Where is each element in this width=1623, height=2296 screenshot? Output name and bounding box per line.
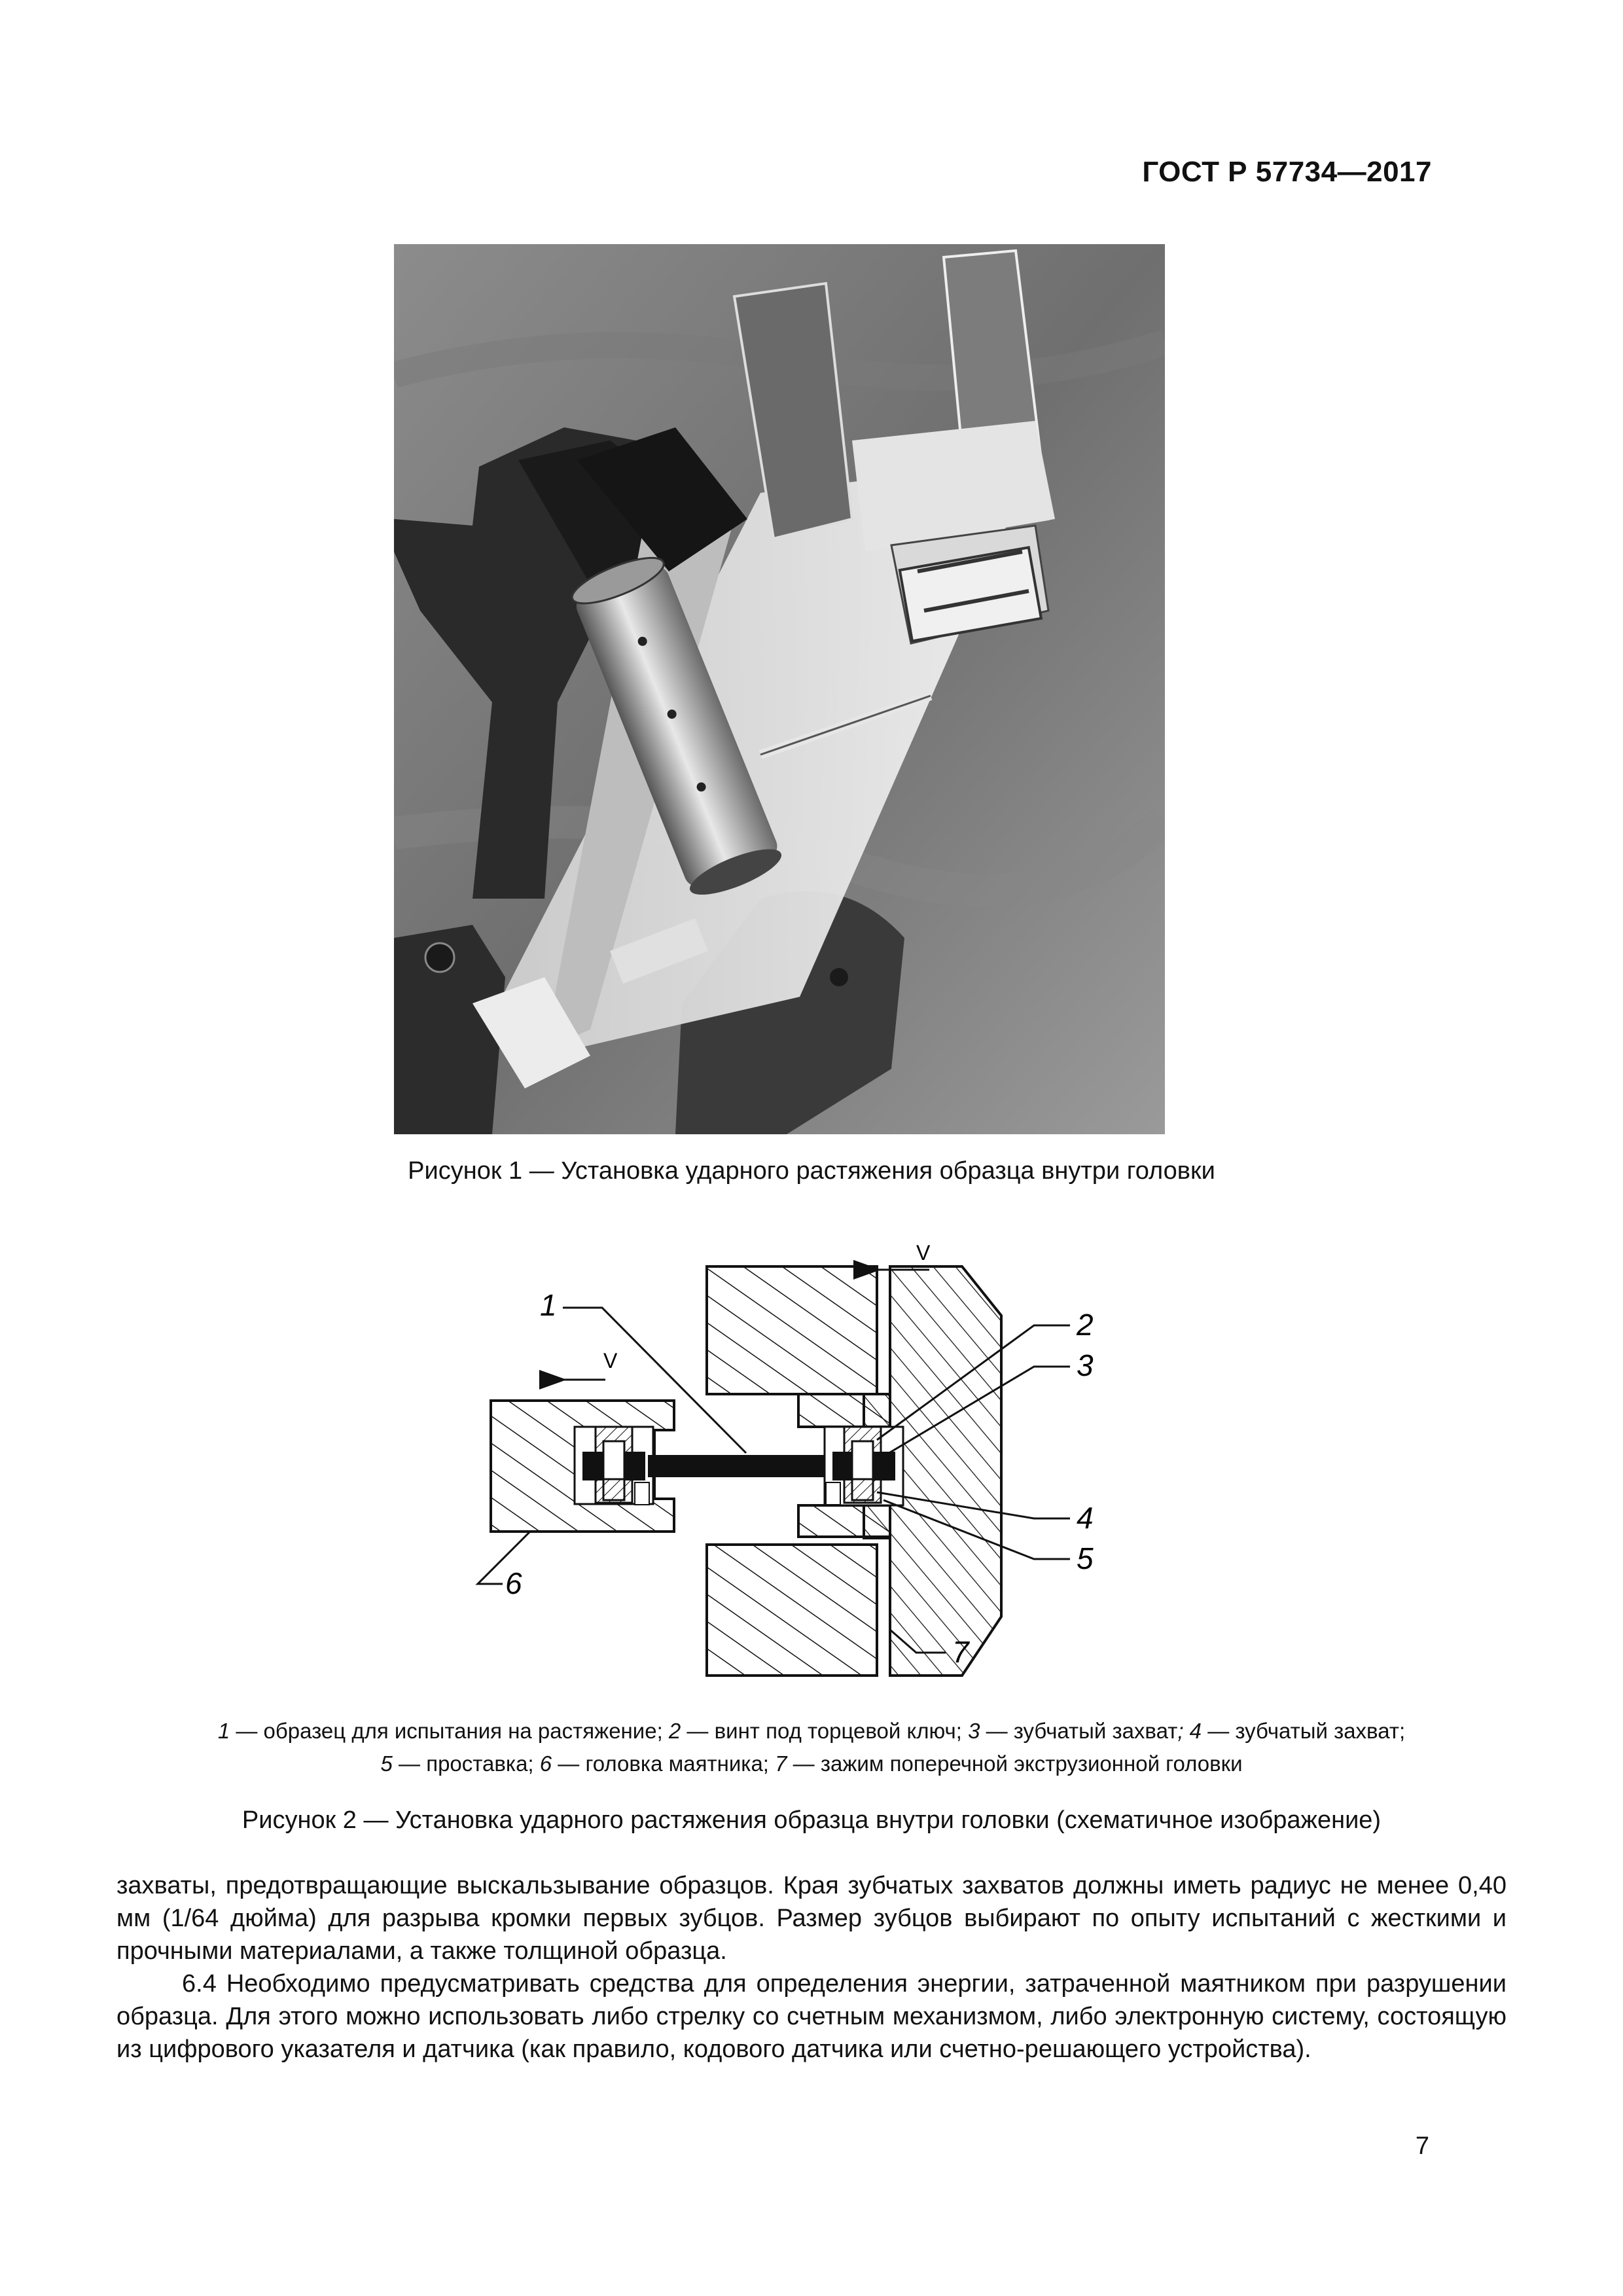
document-code: ГОСТ Р 57734—2017: [1142, 156, 1432, 188]
legend-num-6: 6: [539, 1751, 552, 1776]
callout-1: 1: [540, 1288, 557, 1322]
paragraph-2: 6.4 Необходимо предусматривать средства для определения энергии, затраченной маятником при разрушении образца. Для этого можно использовать либо стрелку со счетным механизмом, либо электронную систему, состоящую из цифрового указателя и датчика (как правило, кодового датчика или счетно-решающего устройства).: [116, 1970, 1507, 2063]
page-number: 7: [1415, 2132, 1429, 2160]
legend-num-3: 3: [968, 1719, 980, 1743]
lower-die-block: [707, 1545, 877, 1676]
callout-5: 5: [1077, 1541, 1094, 1575]
figure-2-diagram: [458, 1230, 1165, 1702]
leader-line-6: [478, 1532, 530, 1584]
legend-text-7: — зажим поперечной экструзионной головки: [787, 1751, 1243, 1776]
legend-text-3: — зубчатый захват: [980, 1719, 1178, 1743]
legend-line-1: [118, 1715, 1505, 1748]
paragraph-1: захваты, предотвращающие выскальзывание образцов. Края зубчатых захватов должны иметь радиус не менее 0,40 мм (1/64 дюйма) для разрыва кромки первых зубцов. Размер зубцов выбирают по опыту испытаний с жесткими и прочными материалами, а также толщиной образца.: [116, 1872, 1507, 1965]
figure-2-legend: [118, 1715, 1505, 1780]
callout-7: 7: [952, 1635, 969, 1669]
left-velocity-label: V: [603, 1349, 618, 1372]
legend-num-5: 5: [380, 1751, 393, 1776]
legend-text-5: — проставка;: [392, 1751, 540, 1776]
callout-6: 6: [505, 1566, 522, 1600]
figure-1-photo: [394, 244, 1165, 1134]
legend-num-1: 1: [217, 1719, 230, 1743]
legend-num-7: 7: [775, 1751, 787, 1776]
callout-3: 3: [1077, 1348, 1094, 1382]
legend-text-6: — головка маятника;: [552, 1751, 776, 1776]
legend-line-2: [118, 1748, 1505, 1780]
figure-1-caption: Рисунок 1 — Установка ударного растяжения образца внутри головки: [408, 1157, 1215, 1185]
legend-num-2: 2: [668, 1719, 681, 1743]
callout-2: 2: [1077, 1308, 1094, 1342]
callout-4: 4: [1077, 1501, 1094, 1535]
legend-text-1: — образец для испытания на растяжение;: [230, 1719, 669, 1743]
upper-die-block: [707, 1266, 877, 1394]
legend-num-4: ; 4: [1177, 1719, 1202, 1743]
figure-2-caption: Рисунок 2 — Установка ударного растяжения образца внутри головки (схематичное изображение): [241, 1806, 1382, 1834]
legend-text-4: — зубчатый захват;: [1202, 1719, 1406, 1743]
body-text: [116, 1869, 1507, 2066]
upper-velocity-label: V: [916, 1241, 931, 1265]
legend-text-2: — винт под торцевой ключ;: [681, 1719, 969, 1743]
